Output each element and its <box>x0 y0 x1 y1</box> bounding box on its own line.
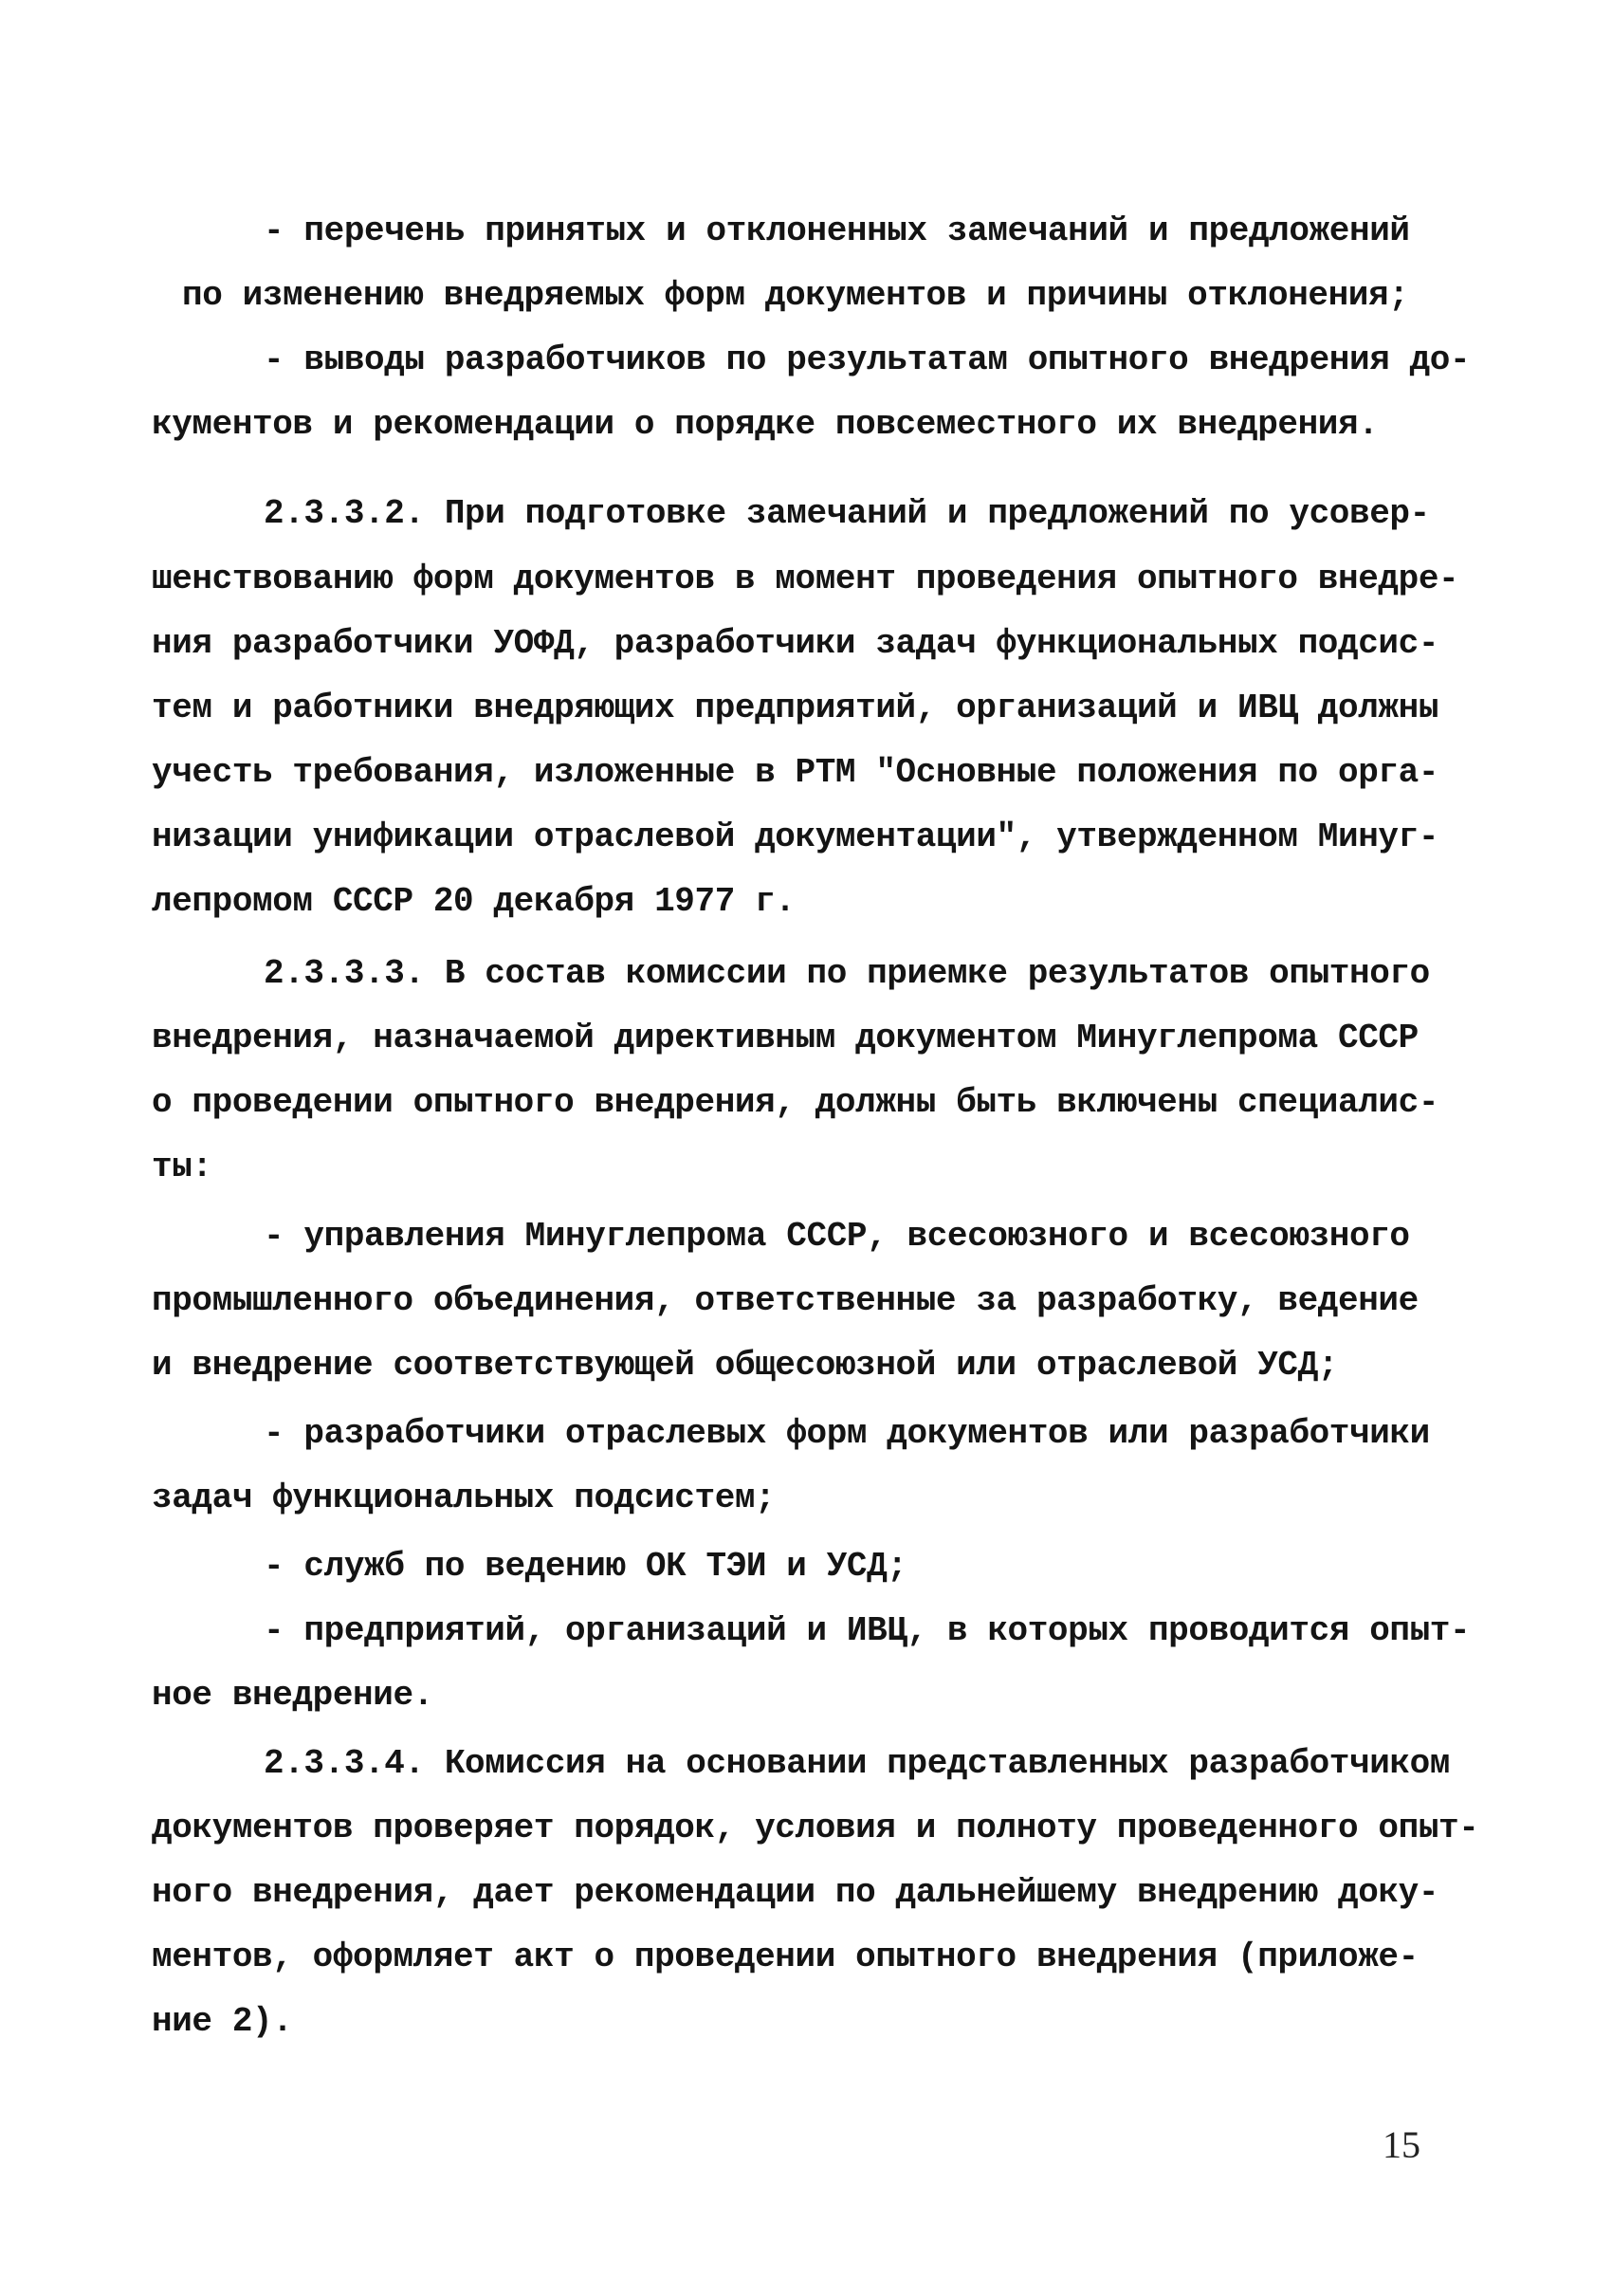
text-line: ное внедрение. <box>152 1676 433 1715</box>
text-line: задач функциональных подсистем; <box>152 1479 776 1517</box>
text-line: документов проверяет порядок, условия и полноту проведенного опыт- <box>152 1809 1479 1847</box>
text-line: 2.3.3.4. Комиссия на основании представленных разработчиком <box>264 1744 1451 1783</box>
text-line: ния разработчики УОФД, разработчики задач функциональных подсис- <box>152 624 1439 663</box>
text-line: о проведении опытного внедрения, должны быть включены специалис- <box>152 1083 1439 1122</box>
page-number: 15 <box>1383 2123 1420 2166</box>
text-line: внедрения, назначаемой директивным документом Минуглепрома СССР <box>152 1019 1419 1057</box>
text-line: ментов, оформляет акт о проведении опытного внедрения (приложе- <box>152 1938 1419 1976</box>
text-line: тем и работники внедряющих предприятий, организаций и ИВЦ должны <box>152 689 1439 727</box>
text-line: промышленного объединения, ответственные за разработку, ведение <box>152 1281 1419 1320</box>
text-line: - разработчики отраслевых форм документов или разработчики <box>264 1414 1430 1453</box>
text-line: учесть требования, изложенные в РТМ "Основные положения по орга- <box>152 753 1439 792</box>
text-line: 2.3.3.2. При подготовке замечаний и предложений по усовер- <box>264 494 1430 533</box>
text-line: низации унификации отраслевой документации", утвержденном Минуг- <box>152 817 1439 856</box>
text-line: ного внедрения, дает рекомендации по дальнейшему внедрению доку- <box>152 1873 1439 1912</box>
text-line: ние 2). <box>152 2002 293 2041</box>
text-line: 2.3.3.3. В состав комиссии по приемке результатов опытного <box>264 954 1430 993</box>
text-line: - перечень принятых и отклоненных замечаний и предложений <box>264 211 1410 250</box>
text-line: и внедрение соответствующей общесоюзной или отраслевой УСД; <box>152 1346 1339 1385</box>
text-line: - выводы разработчиков по результатам опытного внедрения до- <box>264 340 1471 379</box>
text-line: лепромом СССР 20 декабря 1977 г. <box>152 882 796 921</box>
text-line: шенствованию форм документов в момент проведения опытного внедре- <box>152 560 1459 598</box>
text-line: - предприятий, организаций и ИВЦ, в которых проводится опыт- <box>264 1611 1471 1650</box>
text-line: ты: <box>152 1148 212 1186</box>
text-line: - служб по ведению ОК ТЭИ и УСД; <box>264 1547 907 1586</box>
text-line: - управления Минуглепрома СССР, всесоюзного и всесоюзного <box>264 1217 1410 1256</box>
text-line: по изменению внедряемых форм документов и причины отклонения; <box>182 276 1409 315</box>
text-line: кументов и рекомендации о порядке повсеместного их внедрения. <box>152 405 1379 444</box>
